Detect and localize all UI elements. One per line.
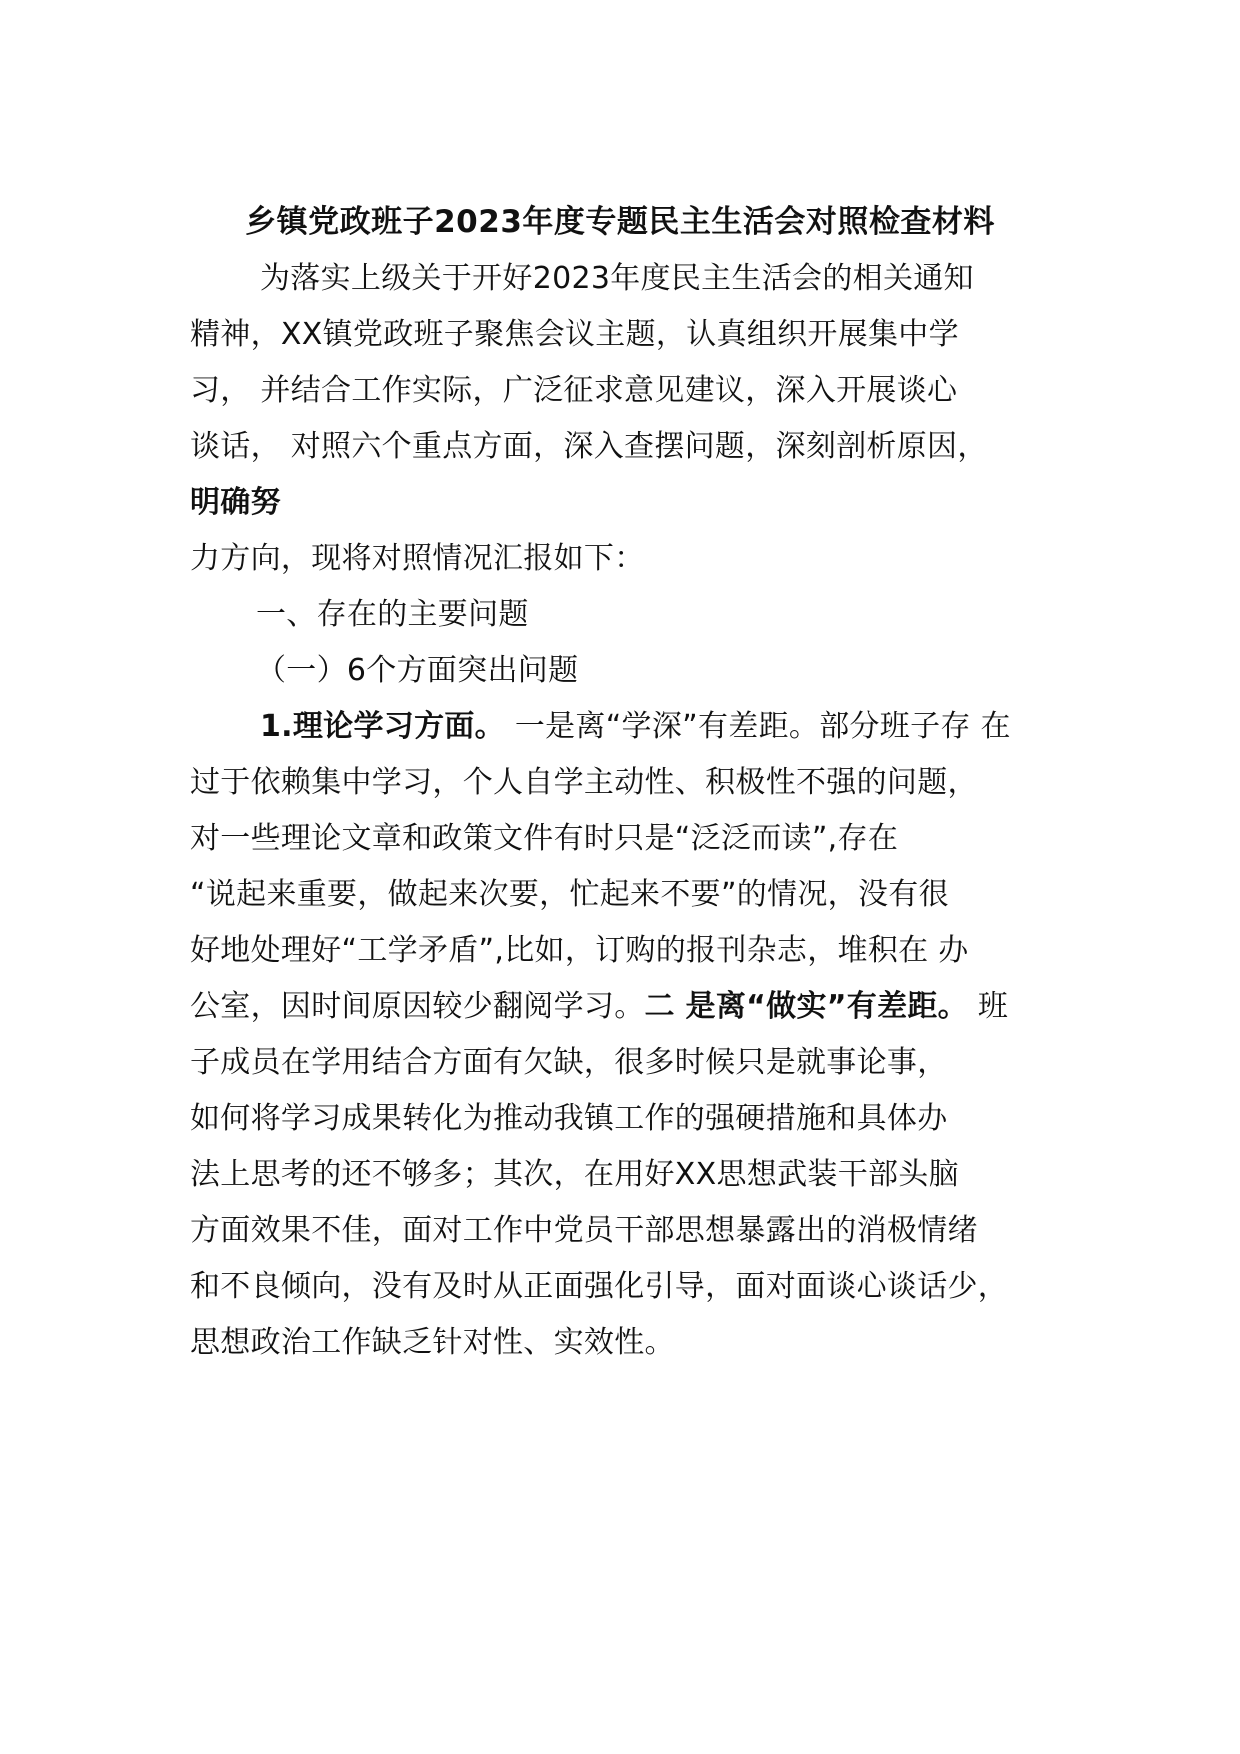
paragraph-line: 法上思考的还不够多；其次，在用好XX思想武装干部头脑 (190, 1157, 959, 1192)
office-text: 公室，因时间原因较少翻阅学习。 (190, 989, 645, 1024)
document-title: 乡镇党政班子2023年度专题民主生活会对照检查材料 (245, 204, 995, 240)
paragraph-line: 方面效果不佳，面对工作中党员干部思想暴露出的消极情绪 (190, 1213, 978, 1248)
paragraph-line: 谈话， 对照六个重点方面，深入查摆问题，深刻剖析原因， (190, 429, 988, 464)
office-tail: 班 (967, 989, 1009, 1024)
paragraph-line: “说起来重要，做起来次要，忙起来不要”的情况，没有很 (190, 877, 949, 912)
paragraph-line: 力方向，现将对照情况汇报如下： (190, 541, 645, 576)
paragraph-line: 精神，XX镇党政班子聚焦会议主题，认真组织开展集中学 (190, 317, 959, 352)
subsection-heading: （一）6个方面突出问题 (256, 653, 579, 688)
paragraph-line: 过于依赖集中学习，个人自学主动性、积极性不强的问题， (190, 765, 978, 800)
second-point-heading: 二 是离“做实”有差距。 (644, 989, 968, 1024)
paragraph-line: 和不良倾向，没有及时从正面强化引导，面对面谈心谈话少， (190, 1269, 1009, 1304)
section1-heading: 1.理论学习方面。 (260, 709, 505, 744)
paragraph-line: 为落实上级关于开好2023年度民主生活会的相关通知 (260, 261, 974, 296)
paragraph-line: 子成员在学用结合方面有欠缺，很多时候只是就事论事， (190, 1045, 948, 1080)
paragraph-line: 如何将学习成果转化为推动我镇工作的强硬措施和具体办 (190, 1101, 948, 1136)
paragraph-line: 对一些理论文章和政策文件有时只是“泛泛而读”,存在 (190, 821, 899, 856)
section1-line (260, 704, 1011, 750)
paragraph-line: 思想政治工作缺乏针对性、实效性。 (190, 1325, 675, 1360)
paragraph-line: 明确努 (190, 485, 281, 520)
paragraph-line: 习， 并结合工作实际，广泛征求意见建议，深入开展谈心 (190, 373, 958, 408)
office-line (190, 984, 1008, 1030)
section1-text: 一是离“学深”有差距。部分班子存 在 (504, 709, 1011, 744)
paragraph-line: 好地处理好“工学矛盾”,比如，订购的报刊杂志，堆积在 办 (190, 933, 969, 968)
section-heading: 一、存在的主要问题 (256, 597, 529, 632)
